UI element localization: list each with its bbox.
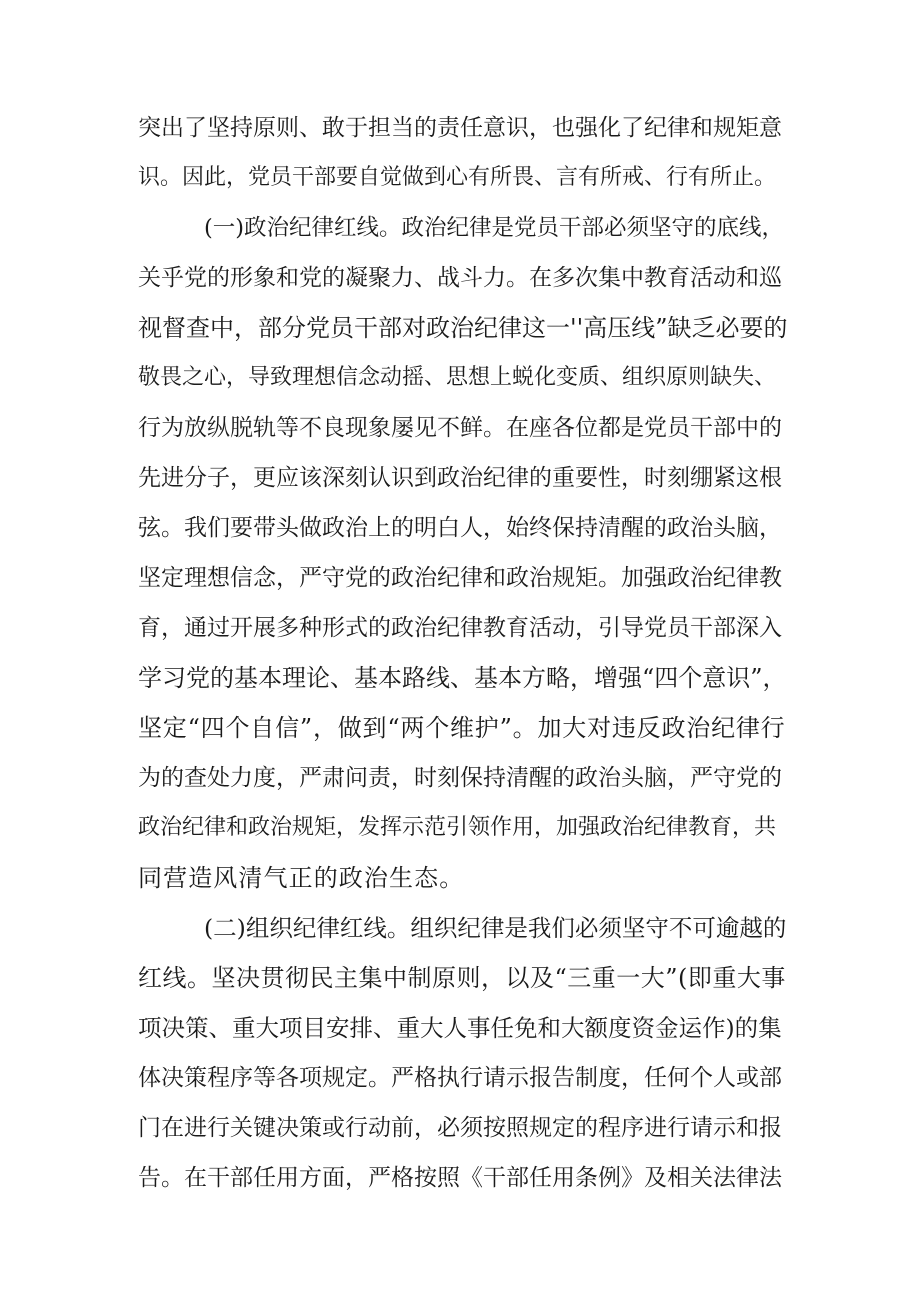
text-line: 育，通过开展多种形式的政治纪律教育活动，引导党员干部深入 <box>138 615 782 641</box>
text-line: 学习党的基本理论、基本路线、基本方略，增强“四个意识”， <box>138 664 787 692</box>
text-line: 门在进行关键决策或行动前，必须按照规定的程序进行请示和报 <box>138 1115 782 1141</box>
text-line: 视督查中，部分党员干部对政治纪律这一''高压线”缺乏必要的 <box>138 314 788 342</box>
text-line: 体决策程序等各项规定。严格执行请示报告制度，任何个人或部 <box>138 1065 782 1091</box>
text-line: 弦。我们要带头做政治上的明白人，始终保持清醒的政治头脑， <box>138 515 782 541</box>
text-line: 先进分子，更应该深刻认识到政治纪律的重要性，时刻绷紧这根 <box>138 465 782 491</box>
text-line: 告。在干部任用方面，严格按照《干部任用条例》及相关法律法 <box>138 1165 782 1191</box>
text-line: 识。因此，党员干部要自觉做到心有所畏、言有所戒、行有所止。 <box>138 165 777 190</box>
text-line: 项决策、重大项目安排、重大人事任免和大额度资金运作)的集 <box>138 1014 782 1042</box>
text-line: 坚定“四个自信”，做到“两个维护”。加大对违反政治纪律行 <box>138 714 786 742</box>
text-line: 同营造风清气正的政治生态。 <box>138 864 465 892</box>
text-line: 红线。坚决贯彻民主集中制原则，以及“三重一大”(即重大事 <box>138 964 786 992</box>
text-line: 坚定理想信念，严守党的政治纪律和政治规矩。加强政治纪律教 <box>138 565 782 591</box>
text-line: 为的查处力度，严肃问责，时刻保持清醒的政治头脑，严守党的 <box>138 765 782 791</box>
text-line: 关乎党的形象和党的凝聚力、战斗力。在多次集中教育活动和巡 <box>138 265 782 291</box>
text-line: 突出了坚持原则、敢于担当的责任意识，也强化了纪律和规矩意 <box>138 115 782 141</box>
text-line: 政治纪律和政治规矩，发挥示范引领作用，加强政治纪律教育，共 <box>138 815 777 840</box>
section-heading-line: (二)组织纪律红线。组织纪律是我们必须坚守不可逾越的 <box>204 914 787 942</box>
text-line: 敬畏之心，导致理想信念动摇、思想上蜕化变质、组织原则缺失、 <box>138 365 777 390</box>
section-heading-line: (一)政治纪律红线。政治纪律是党员干部必须坚守的底线， <box>204 215 785 241</box>
text-line: 行为放纵脱轨等不良现象屡见不鲜。在座各位都是党员干部中的 <box>138 415 782 441</box>
